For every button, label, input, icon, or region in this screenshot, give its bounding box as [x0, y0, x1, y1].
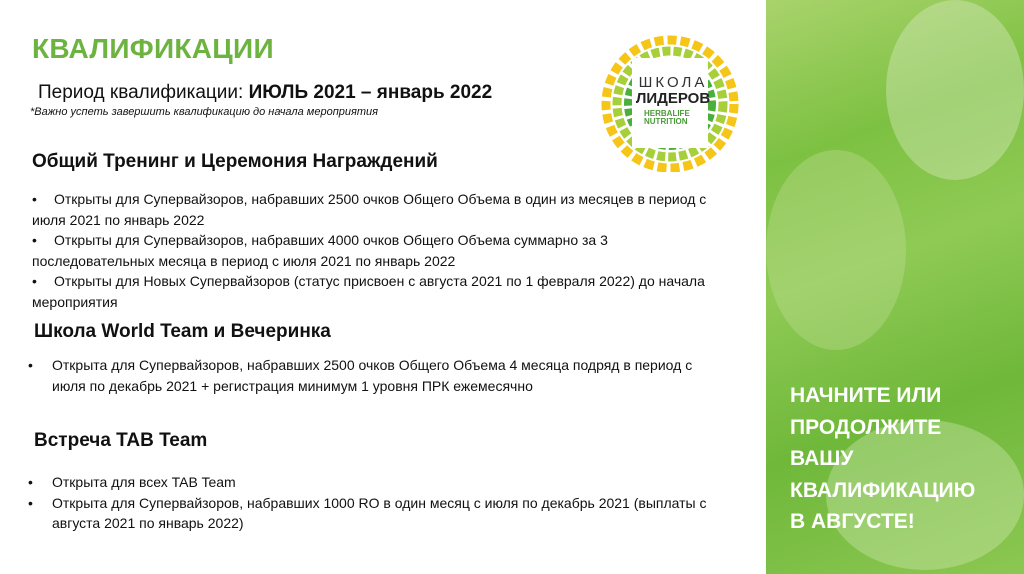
photo-panel [766, 0, 1024, 574]
section-heading: Школа World Team и Вечеринка [34, 321, 331, 342]
section-list [28, 472, 738, 534]
page-title: КВАЛИФИКАЦИИ [32, 33, 274, 64]
school-of-leaders-logo [592, 32, 748, 172]
list-item: • Открыта для Супервайзоров, набравших 2500 очков Общего Объема 4 месяца подряд в период с июля по декабрь 2021 + регистрация минимум 1 уровня ПРК ежемесячно [28, 355, 708, 396]
call-to-action [790, 380, 1020, 538]
list-item: • Открыты для Супервайзоров, набравших 2500 очков Общего Объема в один из месяцев в период с июля 2021 по январь 2022 [32, 191, 707, 228]
list-item: • Открыты для Новых Супервайзоров (статус присвоен с августа 2021 по 1 февраля 2022) до начала мероприятия [32, 273, 705, 310]
section-heading: Встреча TAB Team [34, 430, 208, 451]
brand-line1: HERBALIFE [644, 109, 690, 118]
cta-line: ВАШУ [790, 447, 854, 470]
period-value: ИЮЛЬ 2021 – январь 2022 [248, 82, 493, 103]
section-heading: Общий Тренинг и Церемония Награждений [32, 151, 438, 172]
logo-line2: ЛИДЕРОВ [635, 90, 711, 107]
period-label: Период квалификации: [38, 82, 249, 103]
list-item: • Открыты для Супервайзоров, набравших 4000 очков Общего Объема суммарно за 3 последовательных месяца в период с июля 2021 по январь 2022 [32, 232, 608, 269]
brand-line2: NUTRITION [644, 117, 688, 126]
cta-line: В АВГУСТЕ! [790, 510, 915, 533]
photo-highlight [766, 150, 906, 350]
list-item: • Открыта для всех TAB Team [28, 472, 738, 493]
important-note: *Важно успеть завершить квалификацию до начала мероприятия [30, 106, 379, 118]
section-list [32, 189, 732, 312]
list-item: • Открыта для Супервайзоров, набравших 1000 RO в один месяц с июля по декабрь 2021 (выплаты с августа 2021 по январь 2022) [28, 493, 738, 534]
section-list [28, 355, 708, 396]
photo-highlight [886, 0, 1024, 180]
logo-line1: ШКОЛА [638, 74, 708, 91]
herbalife-brand [644, 110, 690, 126]
cta-line: ПРОДОЛЖИТЕ [790, 415, 942, 439]
qualification-period [38, 82, 492, 104]
cta-line: КВАЛИФИКАЦИЮ [790, 478, 976, 502]
cta-line: НАЧНИТЕ ИЛИ [790, 384, 942, 407]
